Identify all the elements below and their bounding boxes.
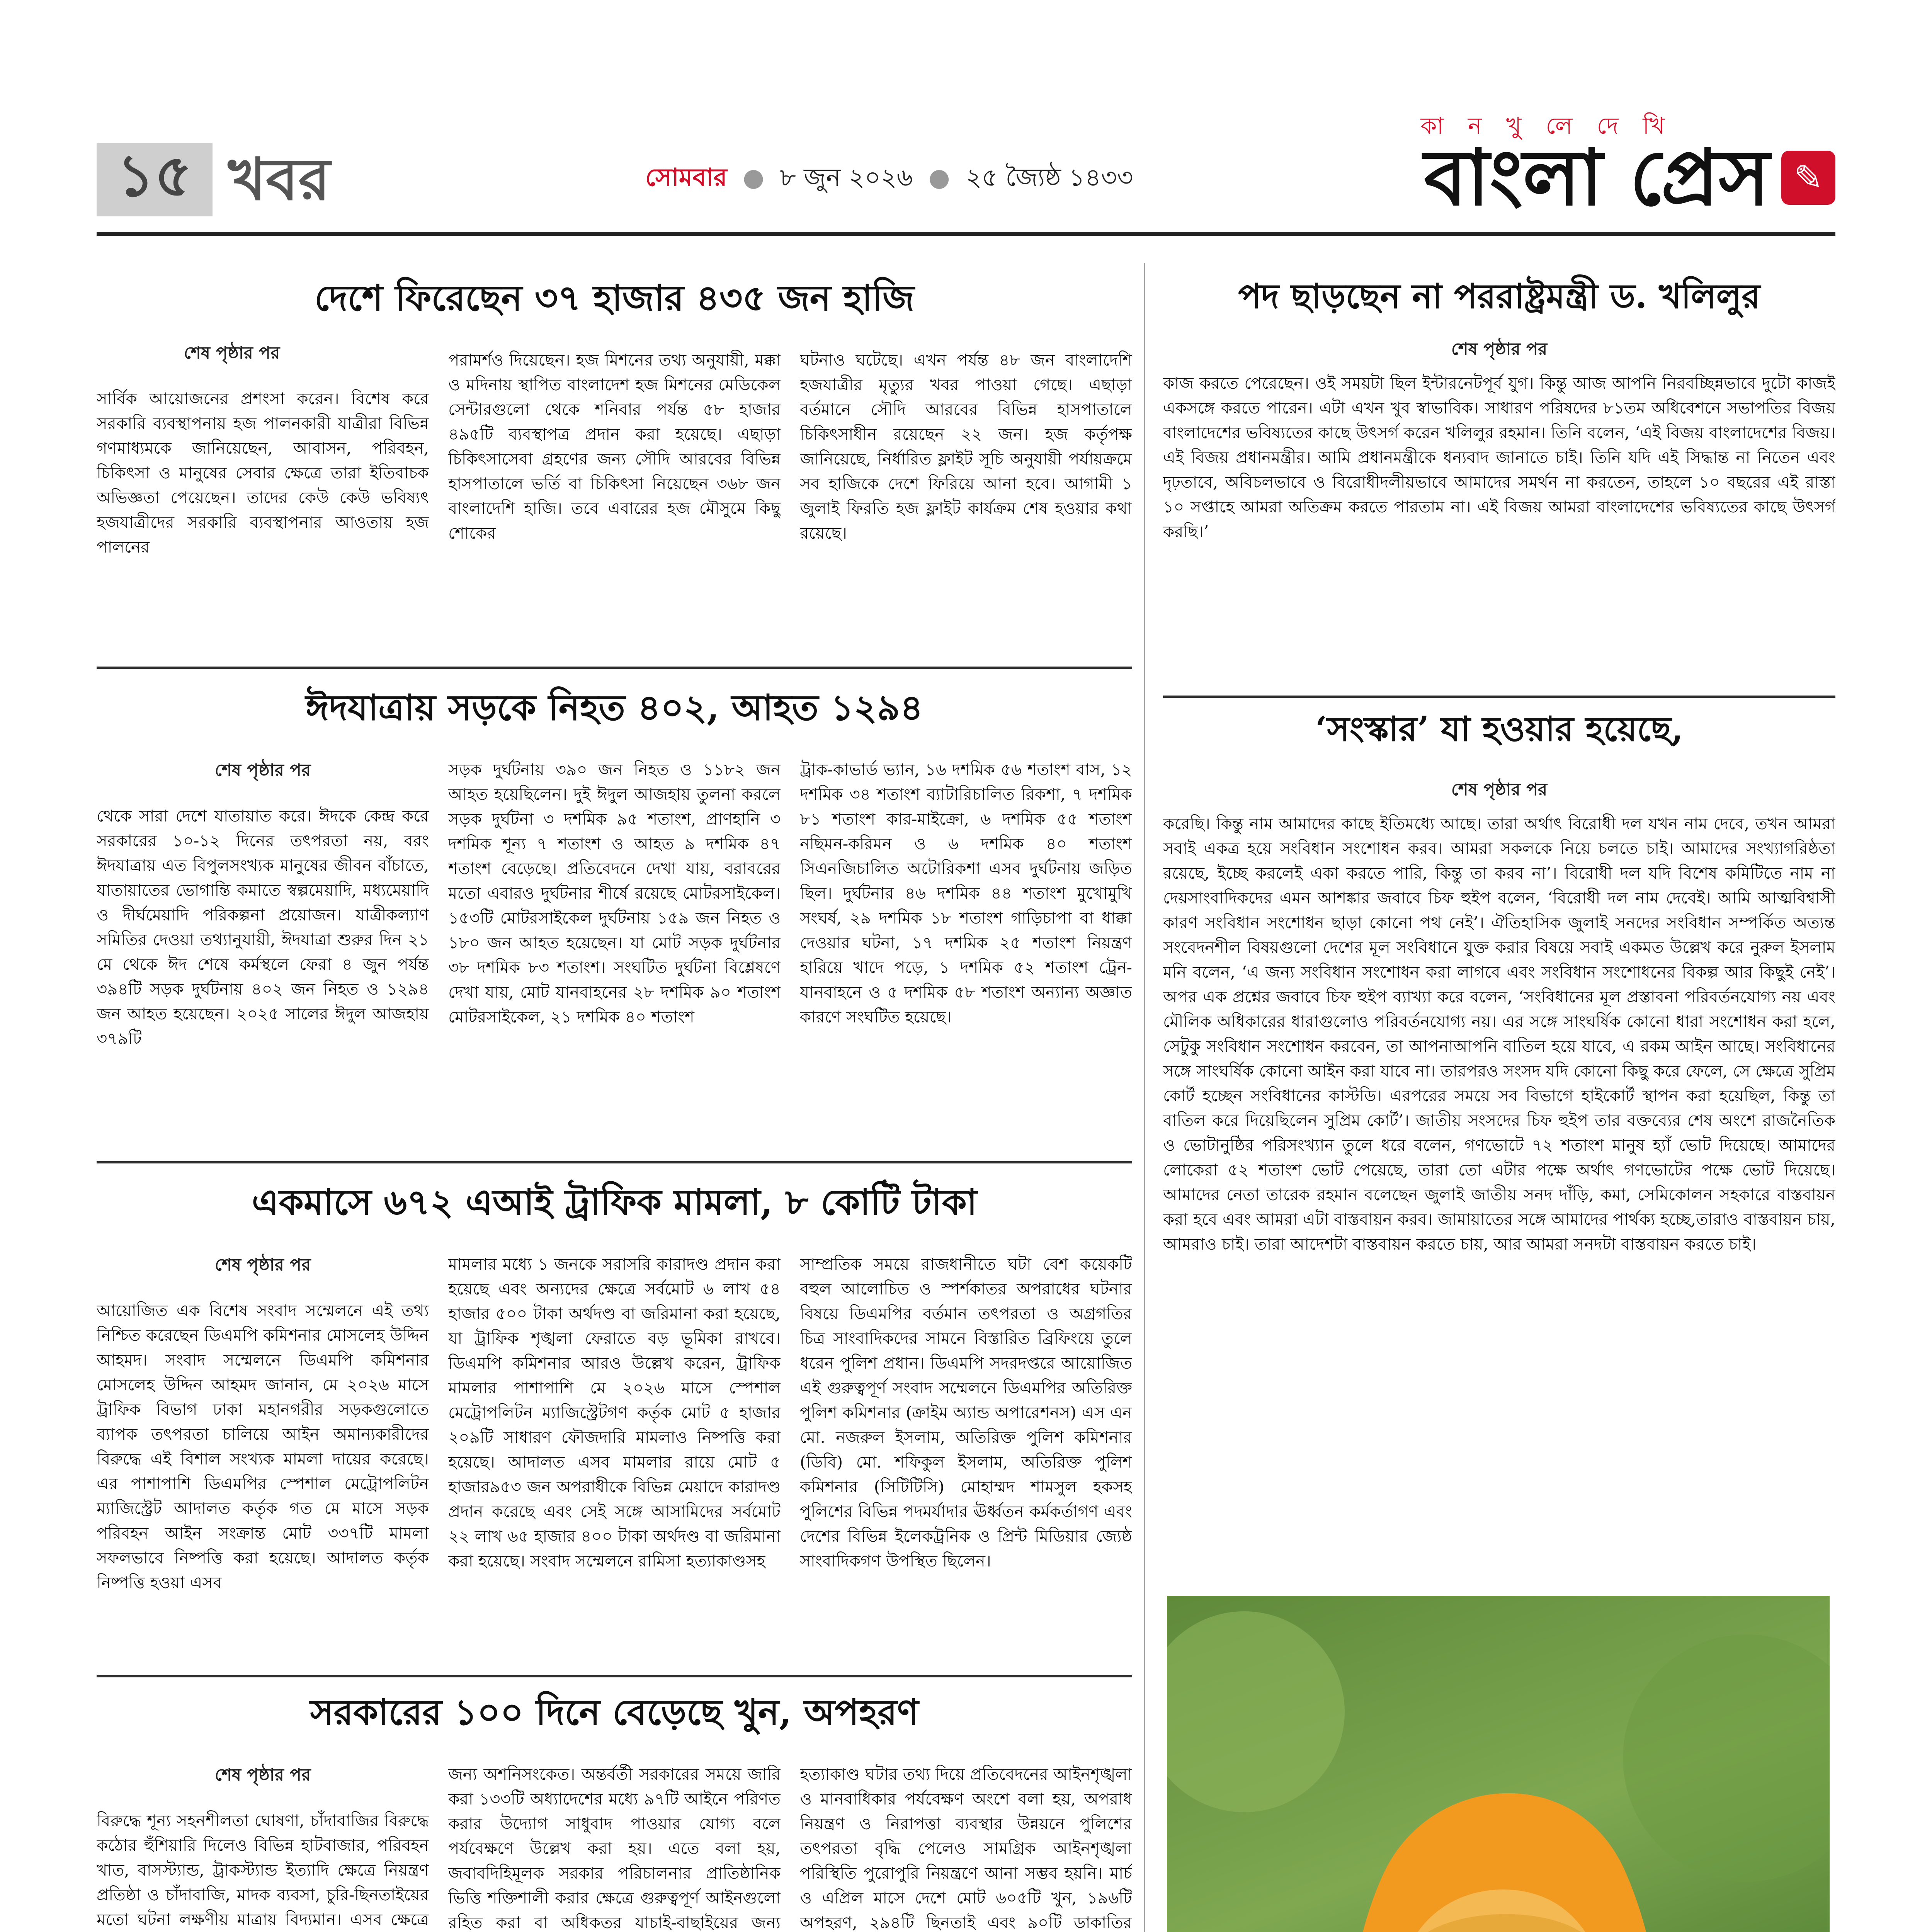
article-column: থেকে সারা দেশে যাতায়াত করে। ঈদকে কেন্দ্র করে সরকারের ১০-১২ দিনের তৎপরতা নয়, বরং ঈদযাত্রায় এত বিপুলসংখ্যক মানুষের জীবন বাঁচাতে, যাতায়াতের ভোগান্তি কমাতে স্বল্পমেয়াদি, মধ্যমেয়াদি ও দীর্ঘমেয়াদি পরিকল্পনা প্রয়োজন। যাত্রীকল্যাণ সমিতির দেওয়া তথ্যানুযায়ী, ঈদযাত্রা শুরুর দিন ২১ মে থেকে ঈদ শেষে কর্মস্থলে ফেরা ৪ জুন পর্যন্ত ৩৯৪টি সড়ক দুর্ঘটনায় ৪০২ জন নিহত ও ১২৯৪ জন আহত হয়েছেন। ২০২৫ সালের ঈদুল আজহায় ৩৭৯টি: [97, 806, 429, 1048]
article-body: কাজ করতে পেরেছেন। ওই সময়টা ছিল ইন্টারনেটপূর্ব যুগ। কিন্তু আজ আপনি নিরবচ্ছিন্নভাবে দুটো কাজই একসঙ্গে করতে পারেন। এটা এখন খুব স্বাভাবিক। সাধারণ পরিষদের ৮১তম অধিবেশনে সভাপতির বিজয় বাংলাদেশের ভবিষ্যতের কাছে উৎসর্গ করেন খলিলুর রহমান। তিনি বলেন, ‘এই বিজয় বাংলাদেশের বিজয়। এই বিজয় প্রধানমন্ত্রীর। আমি প্রধানমন্ত্রীকে ধন্যবাদ জানাতে চাই। তিনি যদি এই সিদ্ধান্ত না নিতেন এবং দৃঢ়তাবে, অবিচলভাবে ও বিরোধীদলীয়ভাবে আমাদের সমর্থন না করতেন, তাহলে ১০ বছরের এই রাস্তা ১০ সপ্তাহে আমরা অতিক্রম করতে পারতাম না। এই বিজয় আমরা বাংলাদেশের ভবিষ্যতের কাছে উৎসর্গ করছি।’: [1163, 374, 1835, 541]
day: সোমবার: [645, 163, 727, 192]
column-divider: [1144, 263, 1145, 1932]
article-column: সাম্প্রতিক সময়ে রাজধানীতে ঘটা বেশ কয়েকটি বহুল আলোচিত ও স্পর্শকাতর অপরাধের ঘটনার বিষয়ে ডিএমপির বর্তমান তৎপরতা ও অগ্রগতির চিত্র সাংবাদিকদের সামনে বিস্তারিত ব্রিফিংয়ে তুলে ধরেন পুলিশ প্রধান। ডিএমপি সদরদপ্তরে আয়োজিত এই গুরুত্বপূর্ণ সংবাদ সম্মেলনে ডিএমপির অতিরিক্ত পুলিশ কমিশনার (ক্রাইম অ্যান্ড অপারেশনস) এস এন মো. নজরুল ইসলাম, অতিরিক্ত পুলিশ কমিশনার (ডিবি) মো. শফিকুল ইসলাম, অতিরিক্ত পুলিশ কমিশনার (সিটিটিসি) মোহাম্মদ শামসুল হকসহ পুলিশের বিভিন্ন পদমর্যাদার ঊর্ধ্বতন কর্মকর্তাগণ এবং দেশের বিভিন্ন ইলেকট্রনিক ও প্রিন্ট মিডিয়ার জ্যেষ্ঠ সাংবাদিকগণ উপস্থিত ছিলেন।: [800, 1255, 1132, 1570]
tagline: কা ন খু লে দে খি: [1420, 112, 1673, 139]
article-divider: [97, 667, 1132, 669]
article-divider: [97, 1161, 1132, 1163]
article-divider: [97, 1675, 1132, 1677]
article-body: করেছি। কিন্তু নাম আমাদের কাছে ইতিমধ্যে আছে। তারা অর্থাৎ বিরোধী দল যখন নাম দেবে, তখন আমরা সবাই একত্র হয়ে সংবিধান সংশোধন করব। আমরা সকলকে নিয়ে চলতে চাই। আমাদের সংখ্যাগরিষ্ঠতা রয়েছে, ইচ্ছে করলেই একা করতে পারি, কিন্তু তা করব না’। বিরোধী দল যদি বিশেষ কমিটিতে নাম না দেয়সাংবাদিকদের এমন আশঙ্কার জবাবে চিফ হুইপ বলেন, ‘বিরোধী দল নাম দেবেই। আমি আত্মবিশ্বাসী কারণ সংবিধান সংশোধন ছাড়া কোনো পথ নেই’। ঐতিহাসিক জুলাই সনদের সংবিধান সম্পর্কিত অত্যন্ত সংবেদনশীল বিষয়গুলো দেশের মূল সংবিধানে যুক্ত করার বিষয়ে সবাই একমত উল্লেখ করে নুরুল ইসলাম মনি বলেন, ‘এ জন্য সংবিধান সংশোধন করা লাগবে এবং সংবিধান সংশোধনের বিকল্প আর কিছুই নেই’। অপর এক প্রশ্নের জবাবে চিফ হুইপ ব্যাখ্যা করে বলেন, ‘সংবিধানের মূল প্রস্তাবনা পরিবর্তনযোগ্য নয় এবং মৌলিক অধিকারের ধারাগুলোও পরিবর্তনযোগ্য নয়। এর সঙ্গে সাংঘর্ষিক কোনো ধারা সংশোধন করা হলে, সেটুকু সংবিধান সংশোধন করবেন, তা আপনাআপনি বাতিল হয়ে যাবে, এ রকম আইন আছে। সংবিধানের সঙ্গে সাংঘর্ষিক কোনো আইন করা যাবে না। তারপরও সংসদ যদি কোনো কিছু করে ফেলে, সে ক্ষেত্রে সুপ্রিম কোর্ট হচ্ছেন সংবিধানের কাস্টডি। এরপরের সময়ে সব বিভাগে হাইকোর্ট স্থাপন করা হয়েছিল, কিন্তু তা বাতিল করে দিয়েছিলেন সুপ্রিম কোর্ট’। জাতীয় সংসদের চিফ হুইপ তার বক্তব্যের শেষ অংশে রাজনৈতিক ও ভোটানুষ্ঠির পরিসংখ্যান তুলে ধরে বলেন, গণভোটে ৭২ শতাংশ মানুষ হ্যাঁ ভোট দিয়েছে। আমাদের লোকেরা ৫২ শতাংশ ভোট পেয়েছে, তারা তো এটার পক্ষে অর্থাৎ গণভোটের পক্ষে ভোট দিয়েছে। আমাদের নেতা তারেক রহমান বলেছেন জুলাই জাতীয় সনদ দাঁড়ি, কমা, সেমিকোলন সহকারে বাস্তবায়ন করা হবে এবং আমরা এটা বাস্তবায়ন করব। জামায়াতের সঙ্গে আমাদের পার্থক্য হচ্ছে,তারাও বাস্তবায়ন চায়, আমরাও চাই। তারা আদেশটা বাস্তবায়ন করতে চায়, আর আমরা সনদটা বাস্তবায়ন করতে চাই।: [1163, 814, 1835, 1253]
headline-crime: সরকারের ১০০ দিনে বেড়েছে খুন, অপহরণ: [310, 1691, 919, 1733]
continued-label: শেষ পৃষ্ঠার পর: [214, 1255, 311, 1275]
portrait-photo: [1167, 1596, 1830, 1932]
headline-ai-traffic: একমাসে ৬৭২ এআই ট্রাফিক মামলা, ৮ কোটি টাকা: [252, 1181, 977, 1223]
headline-eid: ঈদযাত্রায় সড়কে নিহত ৪০২, আহত ১২৯৪: [305, 687, 923, 728]
article-divider: [1163, 696, 1835, 698]
dateline: [645, 158, 1133, 197]
date: ৮ জুন ২০২৬: [780, 163, 913, 192]
separator-dot: ●: [743, 163, 764, 192]
headline-foreign-minister: পদ ছাড়ছেন না পররাষ্ট্রমন্ত্রী ড. খলিলুর: [1238, 276, 1760, 316]
article-column: পরামর্শও দিয়েছেন। হজ মিশনের তথ্য অনুযায়ী, মক্কা ও মদিনায় স্থাপিত বাংলাদেশ হজ মিশনের মেডিকেল সেন্টারগুলো থেকে শনিবার পর্যন্ত ৫৮ হাজার ৪৯৫টি ব্যবস্থাপত্র প্রদান করা হয়েছে। এছাড়া চিকিৎসাসেবা গ্রহণের জন্য সৌদি আরবের বিভিন্ন হাসপাতালে ভর্তি বা চিকিৎসা নিয়েছেন ৩৬৮ জন বাংলাদেশি হাজি। তবে এবারের হজ মৌসুমে কিছু শোকের: [448, 350, 781, 543]
continued-label: শেষ পৃষ্ঠার পর: [214, 1765, 311, 1785]
article-column: ট্রাক-কাভার্ড ভ্যান, ১৬ দশমিক ৫৬ শতাংশ বাস, ১২ দশমিক ৩৪ শতাংশ ব্যাটারিচালিত রিকশা, ৭ দশমিক ৮১ শতাংশ কার-মাইক্রো, ৬ দশমিক ৫৫ শতাংশ নছিমন-করিমন ও ৬ দশমিক ৪০ শতাংশ সিএনজিচালিত অটোরিকশা এসব দুর্ঘটনায় জড়িত ছিল। দুর্ঘটনার ৪৬ দশমিক ৪৪ শতাংশ মুখোমুখি সংঘর্ষ, ২৯ দশমিক ১৮ শতাংশ গাড়িচাপা বা ধাক্কা দেওয়ার ঘটনা, ১৭ দশমিক ২৫ শতাংশ নিয়ন্ত্রণ হারিয়ে খাদে পড়ে, ১ দশমিক ৫২ শতাংশ ট্রেন-যানবাহনে ও ৫ দশমিক ৫৮ শতাংশ অন্যান্য অজ্ঞাত কারণে সংঘটিত হয়েছে।: [800, 760, 1132, 1026]
article-column: সড়ক দুর্ঘটনায় ৩৯০ জন নিহত ও ১১৮২ জন আহত হয়েছিলেন। দুই ঈদুল আজহায় তুলনা করলে সড়ক দুর্ঘটনা ৩ দশমিক ৯৫ শতাংশ, প্রাণহানি ৩ দশমিক শূন্য ৭ শতাংশ ও আহত ৯ দশমিক ৪৭ শতাংশ বেড়েছে। প্রতিবেদনে দেখা যায়, বরাবরের মতো এবারও দুর্ঘটনার শীর্ষে রয়েছে মোটরসাইকেল। ১৫৩টি মোটরসাইকেল দুর্ঘটনায় ১৫৯ জন নিহত ও ১৮০ জন আহত হয়েছেন। যা মোট সড়ক দুর্ঘটনার ৩৮ দশমিক ৮৩ শতাংশ। সংঘটিত দুর্ঘটনা বিশ্লেষণে দেখা যায়, মোট যানবাহনের ২৮ দশমিক ৯০ শতাংশ মোটরসাইকেল, ২১ দশমিক ৪০ শতাংশ: [448, 760, 781, 1026]
continued-label: শেষ পৃষ্ঠার পর: [214, 760, 311, 780]
article-column: আয়োজিত এক বিশেষ সংবাদ সম্মেলনে এই তথ্য নিশ্চিত করেছেন ডিএমপি কমিশনার মোসলেহ উদ্দিন আহমদ। সংবাদ সম্মেলনে ডিএমপি কমিশনার মোসলেহ উদ্দিন আহমদ জানান, মে ২০২৬ মাসে ট্রাফিক বিভাগ ঢাকা মহানগরীর সড়কগুলোতে ব্যাপক তৎপরতা চালিয়ে আইন অমান্যকারীদের বিরুদ্ধে এই বিশাল সংখ্যক মামলা দায়ের করেছে। এর পাশাপাশি ডিএমপির স্পেশাল মেট্রোপলিটন ম্যাজিস্ট্রেট আদালত কর্তৃক গত মে মাসে সড়ক পরিবহন আইন সংক্রান্ত মোট ৩৩৭টি মামলা সফলভাবে নিষ্পত্তি করা হয়েছে। আদালত কর্তৃক নিষ্পত্তি হওয়া এসব: [97, 1301, 429, 1592]
page-number: ১৫: [97, 143, 213, 216]
article-column: বিরুদ্ধে শূন্য সহনশীলতা ঘোষণা, চাঁদাবাজির বিরুদ্ধে কঠোর হুঁশিয়ারি দিলেও বিভিন্ন হাটবাজার, পরিবহন খাত, বাসস্ট্যান্ড, ট্রাকস্ট্যান্ড ইত্যাদি ক্ষেত্রে নিয়ন্ত্রণ প্রতিষ্ঠা ও চাঁদাবাজি, মাদক ব্যবসা, চুরি-ছিনতাইয়ের মতো ঘটনা লক্ষণীয় মাত্রায় বিদ্যমান। এসব ক্ষেত্রে: [97, 1811, 429, 1929]
masthead: [97, 93, 1835, 224]
portrait-illustration: [1167, 1596, 1830, 1932]
continued-label: শেষ পৃষ্ঠার পর: [1451, 780, 1548, 799]
brand-mark-icon: ✎: [1781, 151, 1835, 205]
article-column: হত্যাকাণ্ড ঘটার তথ্য দিয়ে প্রতিবেদনের আইনশৃঙ্খলা ও মানবাধিকার পর্যবেক্ষণ অংশে বলা হয়, অপরাধ নিয়ন্ত্রণ ও নিরাপত্তা ব্যবস্থার উন্নয়নে পুলিশের তৎপরতা বৃদ্ধি পেলেও সামগ্রিক আইনশৃঙ্খলা পরিস্থিতি পুরোপুরি নিয়ন্ত্রণে আনা সম্ভব হয়নি। মার্চ ও এপ্রিল মাসে দেশে মোট ৬০৫টি খুন, ১৯৬টি অপহরণ, ২৯৪টি ছিনতাই এবং ৯০টি ডাকাতির: [800, 1765, 1132, 1932]
article-column: মামলার মধ্যে ১ জনকে সরাসরি কারাদণ্ড প্রদান করা হয়েছে এবং অন্যদের ক্ষেত্রে সর্বমোট ৬ লাখ ৫৪ হাজার ৫০০ টাকা অর্থদণ্ড বা জরিমানা করা হয়েছে, যা ট্রাফিক শৃঙ্খলা ফেরাতে বড় ভূমিকা রাখবে। ডিএমপি কমিশনার আরও উল্লেখ করেন, ট্রাফিক মামলার পাশাপাশি মে ২০২৬ মাসে স্পেশাল মেট্রোপলিটন ম্যাজিস্ট্রেটগণ কর্তৃক মোট ৫ হাজার ২০৯টি সাধারণ ফৌজদারি মামলাও নিষ্পত্তি করা হয়েছে। আদালত এসব মামলার রায়ে মোট ৫ হাজার৯৫৩ জন অপরাধীকে বিভিন্ন মেয়াদে কারাদণ্ড প্রদান করেছে এবং সেই সঙ্গে আসামিদের সর্বমোট ২২ লাখ ৬৫ হাজার ৪০০ টাকা অর্থদণ্ড বা জরিমানা করা হয়েছে। সংবাদ সম্মেলনে রামিসা হত্যাকাণ্ডসহ: [448, 1255, 781, 1570]
headline-reform: ‘সংস্কার’ যা হওয়ার হয়েছে,: [1315, 709, 1684, 749]
separator-dot: ●: [928, 163, 950, 192]
article-column: ঘটনাও ঘটেছে। এখন পর্যন্ত ৪৮ জন বাংলাদেশি হজযাত্রীর মৃত্যুর খবর পাওয়া গেছে। এছাড়া বর্তমানে সৌদি আরবের বিভিন্ন হাসপাতালে চিকিৎসাধীন রয়েছেন ২২ জন। হজ কর্তৃপক্ষ জানিয়েছে, নির্ধারিত ফ্লাইট সূচি অনুযায়ী পর্যায়ক্রমে সব হাজিকে দেশে ফিরিয়ে আনা হবে। আগামী ১ জুলাই ফিরতি হজ ফ্লাইট কার্যক্রম শেষ হওয়ার কথা রয়েছে।: [800, 350, 1132, 543]
masthead-rule: [97, 232, 1835, 236]
headline-hajj: দেশে ফিরেছেন ৩৭ হাজার ৪৩৫ জন হাজি: [314, 277, 915, 319]
article-column: সার্বিক আয়োজনের প্রশংসা করেন। বিশেষ করে সরকারি ব্যবস্থাপনায় হজ পালনকারী যাত্রীরা বিভিন্ন গণমাধ্যমকে জানিয়েছেন, আবাসন, পরিবহন, চিকিৎসা ও মানুষের সেবার ক্ষেত্রে তারা ইতিবাচক অভিজ্ঞতা পেয়েছেন। তাদের কেউ কেউ ভবিষ্যৎ হজযাত্রীদের সরকারি ব্যবস্থাপনার আওতায় হজ পালনের: [97, 389, 429, 556]
article-column: জন্য অশনিসংকেত। অন্তর্বর্তী সরকারের সময়ে জারি করা ১৩৩টি অধ্যাদেশের মধ্যে ৯৭টি আইনে পরিণত করার উদ্যোগ সাধুবাদ পাওয়ার যোগ্য বলে পর্যবেক্ষণে উল্লেখ করা হয়। এতে বলা হয়, জবাবদিহিমূলক সরকার পরিচালনার প্রাতিষ্ঠানিক ভিত্তি শক্তিশালী করার ক্ষেত্রে গুরুত্বপূর্ণ আইনগুলো রহিত করা বা অধিকতর যাচাই-বাছাইয়ের জন্য: [448, 1765, 781, 1932]
brand-logo-text: বাংলা প্রেস: [1424, 132, 1770, 223]
continued-label: শেষ পৃষ্ঠার পর: [1451, 339, 1548, 359]
continued-label: শেষ পৃষ্ঠার পর: [184, 343, 280, 363]
bangla-date: ২৫ জ্যৈষ্ঠ ১৪৩৩: [965, 163, 1133, 192]
section-title: খবর: [228, 146, 330, 213]
